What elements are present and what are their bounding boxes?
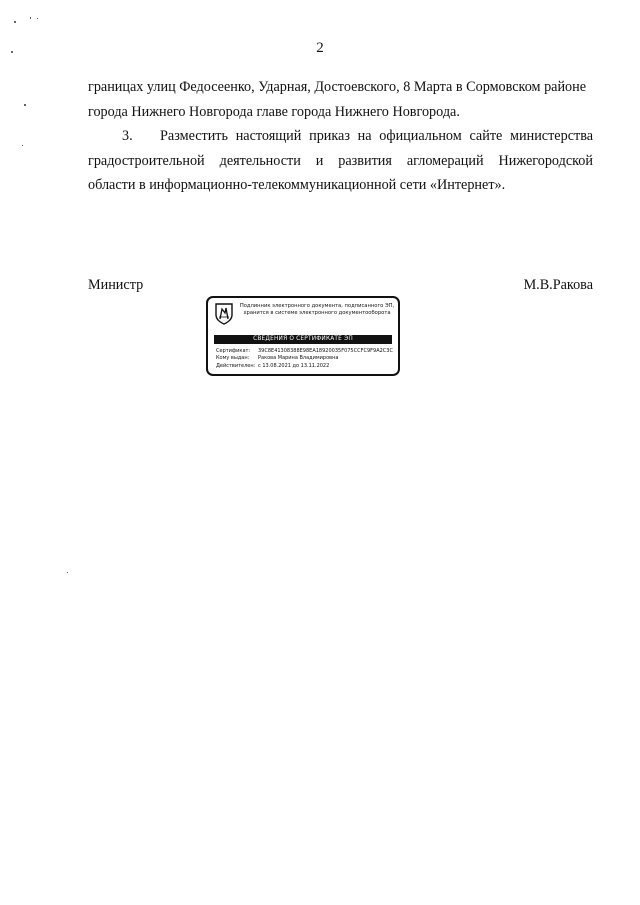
paragraph-line: области в информационно-телекоммуникационной сети «Интернет». [88, 177, 506, 193]
stamp-note-line: хранится в системе электронного документооборота [243, 310, 391, 316]
paragraph-line: города Нижнего Новгорода главе города Нижнего Новгорода. [88, 103, 460, 120]
signatory-name: М.В.Ракова [523, 277, 593, 293]
scan-speck [22, 145, 23, 146]
scan-speck [67, 572, 68, 573]
certificate-label: Сертификат: [216, 348, 251, 354]
paragraph-line: границах улиц Федосеенко, Ударная, Достоевского, 8 Марта в Сормовском районе [88, 79, 587, 95]
paragraph-continuation [88, 75, 593, 124]
scan-speck [24, 104, 26, 106]
certificate-value: 39C8E41308388E98EA18920035F075CCFC9F9A2C3C [258, 348, 393, 354]
paragraph-line [88, 124, 593, 149]
certificate-row [216, 348, 396, 355]
paragraph-item-3 [88, 124, 593, 198]
item-number: 3. [122, 128, 133, 144]
stamp-note-line: Подлинник электронного документа, подписанного ЭП, [239, 303, 395, 309]
issued-to-row [216, 355, 396, 362]
stamp-header: СВЕДЕНИЯ О СЕРТИФИКАТЕ ЭП [214, 335, 392, 344]
validity-value: с 13.08.2021 до 13.11.2022 [258, 362, 330, 369]
stamp-details [216, 348, 396, 370]
paragraph-line: градостроительной деятельности и развития агломераций Нижегородской [88, 152, 593, 169]
scan-speck [11, 51, 13, 53]
scan-speck [30, 17, 31, 19]
issued-to-label: Кому выдан: [216, 355, 250, 362]
scan-speck [14, 21, 16, 23]
page-number: 2 [316, 40, 324, 56]
electronic-signature-stamp [206, 296, 400, 376]
issued-to-value: Ракова Марина Владимировна [258, 355, 339, 362]
stamp-note [238, 303, 396, 317]
validity-label: Действителен: [216, 362, 256, 369]
scan-speck [37, 18, 38, 19]
paragraph-text: Разместить настоящий приказ на официальном сайте министерства [160, 128, 593, 144]
coat-of-arms-icon [214, 302, 234, 326]
signatory-position: Министр [88, 277, 144, 293]
validity-row [216, 363, 396, 370]
